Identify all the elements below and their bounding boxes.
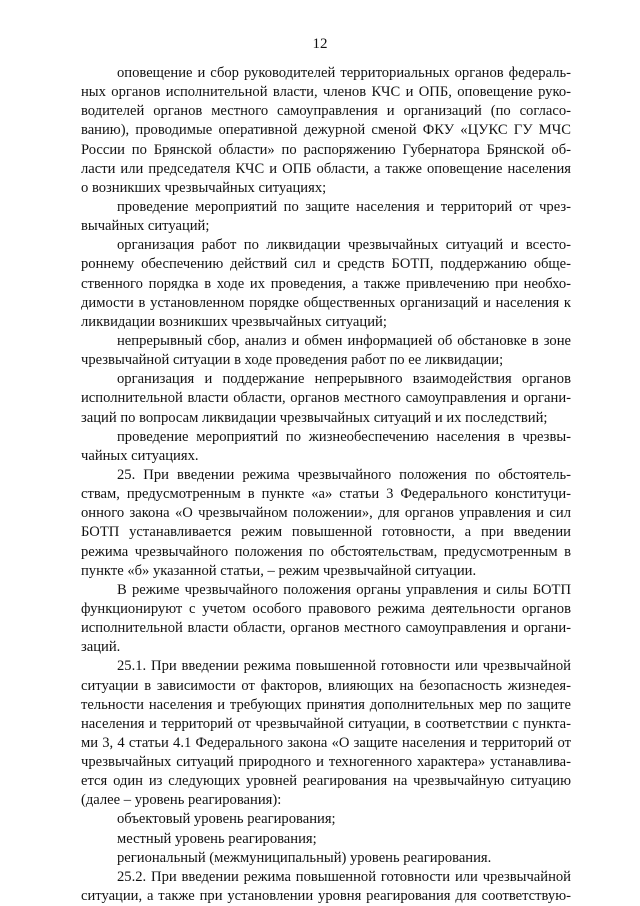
text-line: тельности населения и требующих принятия дополнительных мер по защите: [81, 696, 571, 713]
text-line: ется один из следующих уровней реагирования на чрезвычайную ситуацию: [81, 773, 571, 790]
text-line: ситуации в зависимости от факторов, влияющих на безопасность жизнедея-: [81, 677, 571, 694]
text-line: организация работ по ликвидации чрезвычайных ситуаций и всесто-: [117, 237, 571, 254]
text-line: ми 3, 4 статьи 4.1 Федерального закона «О защите населения и территорий от: [81, 734, 571, 751]
text-line: 25.1. При введении режима повышенной готовности или чрезвычайной: [117, 658, 571, 675]
text-line: вычайных ситуаций;: [81, 218, 210, 235]
text-line: проведение мероприятий по защите населения и территорий от чрез-: [117, 198, 571, 215]
text-line: режима чрезвычайного положения по обстоятельствам, предусмотренным в: [81, 543, 571, 560]
text-line: непрерывный сбор, анализ и обмен информацией об обстановке в зоне: [117, 332, 571, 349]
text-line: организация и поддержание непрерывного взаимодействия органов: [117, 371, 571, 388]
text-line: димости в установленном порядке общественных организаций и населения к: [81, 294, 571, 311]
text-line: ственного порядка в ходе их проведения, а также привлечению при необхо-: [81, 275, 571, 292]
text-line: 25. При введении режима чрезвычайного положения по обстоятель-: [117, 466, 571, 483]
text-line: объектовый уровень реагирования;: [117, 811, 336, 828]
text-line: водителей органов местного самоуправления и организаций (по согласо-: [81, 103, 571, 120]
text-line: оповещение и сбор руководителей территориальных органов федераль-: [117, 65, 571, 81]
text-line: ных органов исполнительной власти, членов КЧС и ОПБ, оповещение руко-: [81, 84, 571, 101]
text-line: чрезвычайных ситуаций природного и техногенного характера» устанавлива-: [81, 754, 571, 771]
text-line: пункте «б» указанной статьи, – режим чрезвычайной ситуации.: [81, 562, 477, 579]
text-line: России по Брянской области» по распоряжению Губернатора Брянской об-: [81, 141, 571, 158]
text-line: заций по вопросам ликвидации чрезвычайных ситуаций и их последствий;: [81, 409, 548, 426]
text-line: ванию), проводимые оперативной дежурной сменой ФКУ «ЦУКС ГУ МЧС: [81, 122, 571, 139]
text-line: исполнительной власти области, органов местного самоуправления и органи-: [81, 620, 571, 637]
text-line: БОТП устанавливается режим повышенной готовности, а при введении: [81, 524, 571, 541]
text-line: ласти или председателя КЧС и ОПБ области, а также оповещение населения: [81, 160, 571, 177]
text-line: онного закона «О чрезвычайном положении», для органов управления и сил: [81, 505, 571, 522]
text-line: проведение мероприятий по жизнеобеспечению населения в чрезвы-: [117, 428, 571, 445]
text-line: местный уровень реагирования;: [117, 830, 317, 847]
text-line: (далее – уровень реагирования):: [81, 792, 282, 809]
text-line: функционируют с учетом особого правового режима деятельности органов: [81, 600, 571, 617]
text-line: роннему обеспечению действий сил и средств БОТП, поддержанию обще-: [81, 256, 571, 273]
text-line: чрезвычайной ситуации в ходе проведения работ по ее ликвидации;: [81, 352, 504, 369]
text-line: региональный (межмуниципальный) уровень реагирования.: [117, 849, 492, 866]
document-body: [81, 64, 571, 906]
text-line: 25.2. При введении режима повышенной готовности или чрезвычайной: [117, 868, 571, 885]
text-line: ситуации, а также при установлении уровня реагирования для соответствую-: [81, 888, 571, 905]
text-line: исполнительной власти области, органов местного самоуправления и органи-: [81, 390, 571, 407]
text-line: В режиме чрезвычайного положения органы управления и силы БОТП: [117, 581, 571, 598]
text-line: чайных ситуациях.: [81, 447, 199, 464]
text-line: ликвидации возникших чрезвычайных ситуаций;: [81, 313, 387, 330]
text-line: о возникших чрезвычайных ситуациях;: [81, 179, 327, 196]
page-number: 12: [312, 36, 328, 52]
text-line: заций.: [81, 639, 121, 656]
text-line: ствам, предусмотренным в пункте «а» статьи 3 Федерального конституци-: [81, 486, 571, 503]
text-line: населения и территорий от чрезвычайной ситуации, в соответствии с пункта-: [81, 715, 571, 732]
